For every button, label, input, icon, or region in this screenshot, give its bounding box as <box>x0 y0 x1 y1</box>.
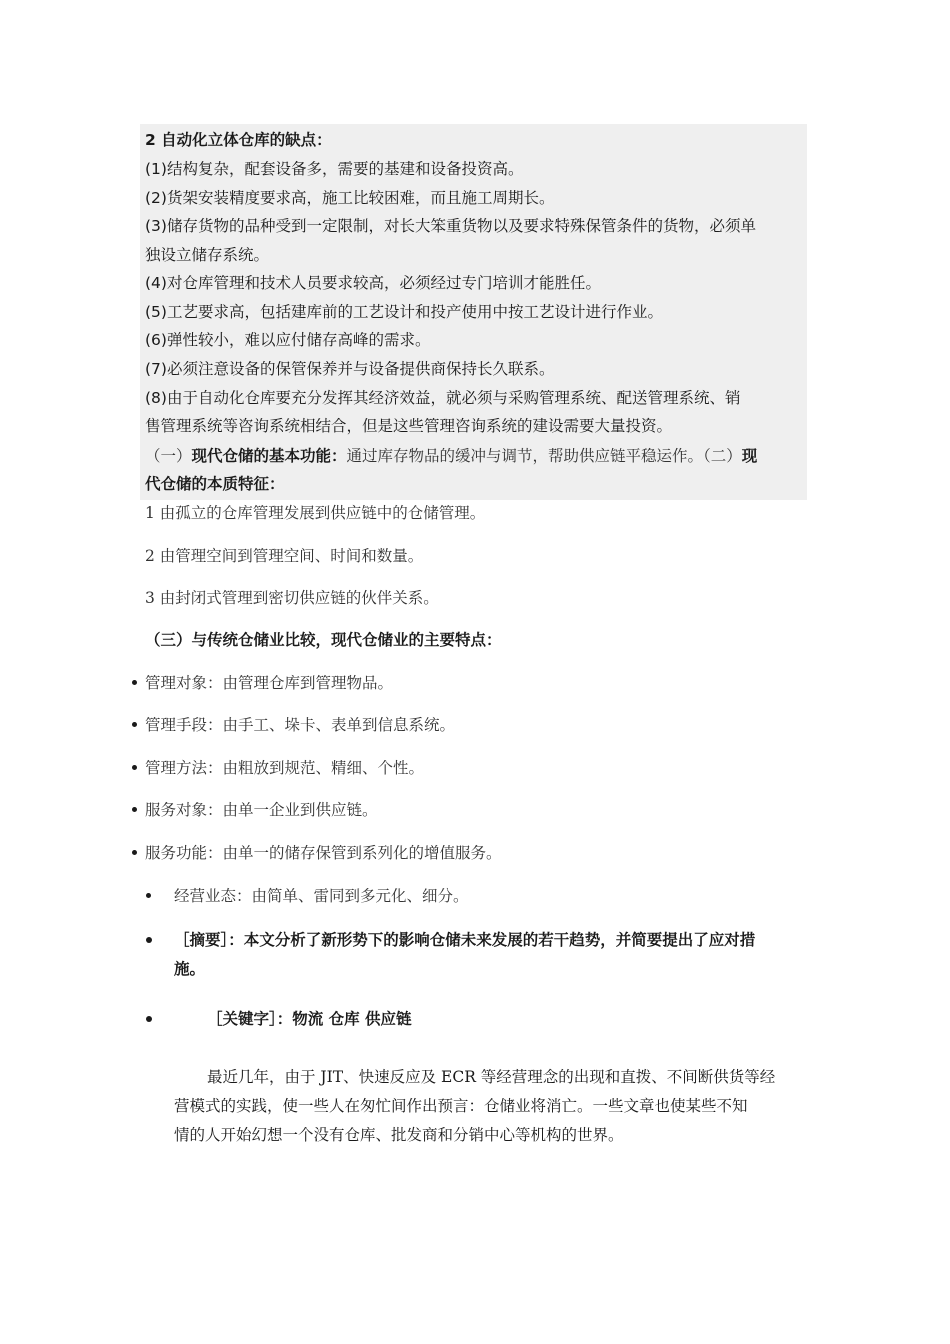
feature-item: 管理方法：由粗放到规范、精细、个性。 <box>145 759 425 777</box>
bullet-icon <box>132 722 137 727</box>
bullet-icon <box>132 680 137 685</box>
abstract-line: ［摘要］：本文分析了新形势下的影响仓储未来发展的若干趋势，并简要提出了应对措 <box>174 931 756 949</box>
section3-title: （三）与传统仓储业比较，现代仓储业的主要特点： <box>145 631 502 649</box>
feature-item: 服务功能：由单一的储存保管到系列化的增值服务。 <box>145 844 502 862</box>
feature-item: 服务对象：由单一企业到供应链。 <box>145 801 378 819</box>
list-item: 售管理系统等咨询系统相结合，但是这些管理咨询系统的建设需要大量投资。 <box>145 417 673 435</box>
essence-heading: 代仓储的本质特征： <box>145 475 285 493</box>
feature-item: 管理对象：由管理仓库到管理物品。 <box>145 674 394 692</box>
body-paragraph-line: 最近几年，由于 JIT、快速反应及 ECR 等经营理念的出现和直拨、不间断供货等经 <box>207 1068 776 1086</box>
body-paragraph-line: 情的人开始幻想一个没有仓库、批发商和分销中心等机构的世界。 <box>174 1126 624 1144</box>
bullet-icon <box>146 937 152 943</box>
function-heading: 现代仓储的基本功能： <box>191 447 347 465</box>
essence-item: 2 由管理空间到管理空间、时间和数量。 <box>145 547 424 565</box>
bullet-icon <box>132 850 137 855</box>
body-paragraph-line: 营模式的实践，使一些人在匆忙间作出预言：仓储业将消亡。一些文章也使某些不知 <box>174 1097 748 1115</box>
essence-heading-start: 现 <box>741 447 758 465</box>
abstract-line: 施。 <box>174 960 206 978</box>
list-item: (7)必须注意设备的保管保养并与设备提供商保持长久联系。 <box>145 360 555 378</box>
essence-item: 1 由孤立的仓库管理发展到供应链中的仓储管理。 <box>145 504 486 522</box>
keywords: ［关键字］：物流 仓库 供应链 <box>207 1010 412 1028</box>
essence-item: 3 由封闭式管理到密切供应链的伙伴关系。 <box>145 589 439 607</box>
function-prefix: （一） <box>145 447 192 465</box>
list-item: (4)对仓库管理和技术人员要求较高，必须经过专门培训才能胜任。 <box>145 274 601 292</box>
list-item: (2)货架安装精度要求高，施工比较困难，而且施工周期长。 <box>145 189 555 207</box>
feature-item: 管理手段：由手工、垛卡、表单到信息系统。 <box>145 716 456 734</box>
function-line <box>145 449 757 465</box>
bullet-icon <box>132 765 137 770</box>
list-item: (1)结构复杂，配套设备多，需要的基建和设备投资高。 <box>145 160 524 178</box>
list-item: (6)弹性较小，难以应付储存高峰的需求。 <box>145 331 431 349</box>
section-title: 2 自动化立体仓库的缺点： <box>145 131 332 149</box>
list-item: 独设立储存系统。 <box>145 246 270 264</box>
list-item: (3)储存货物的品种受到一定限制，对长大笨重货物以及要求特殊保管条件的货物，必须单 <box>145 217 756 235</box>
bullet-icon <box>132 807 137 812</box>
bullet-icon <box>146 1016 152 1022</box>
list-item: (5)工艺要求高，包括建库前的工艺设计和投产使用中按工艺设计进行作业。 <box>145 303 663 321</box>
list-item: (8)由于自动化仓库要充分发挥其经济效益，就必须与采购管理系统、配送管理系统、销 <box>145 389 741 407</box>
function-text: 通过库存物品的缓冲与调节，帮助供应链平稳运作。（二） <box>346 447 742 465</box>
bullet-icon <box>146 893 151 898</box>
feature-item: 经营业态：由简单、雷同到多元化、细分。 <box>174 887 469 905</box>
